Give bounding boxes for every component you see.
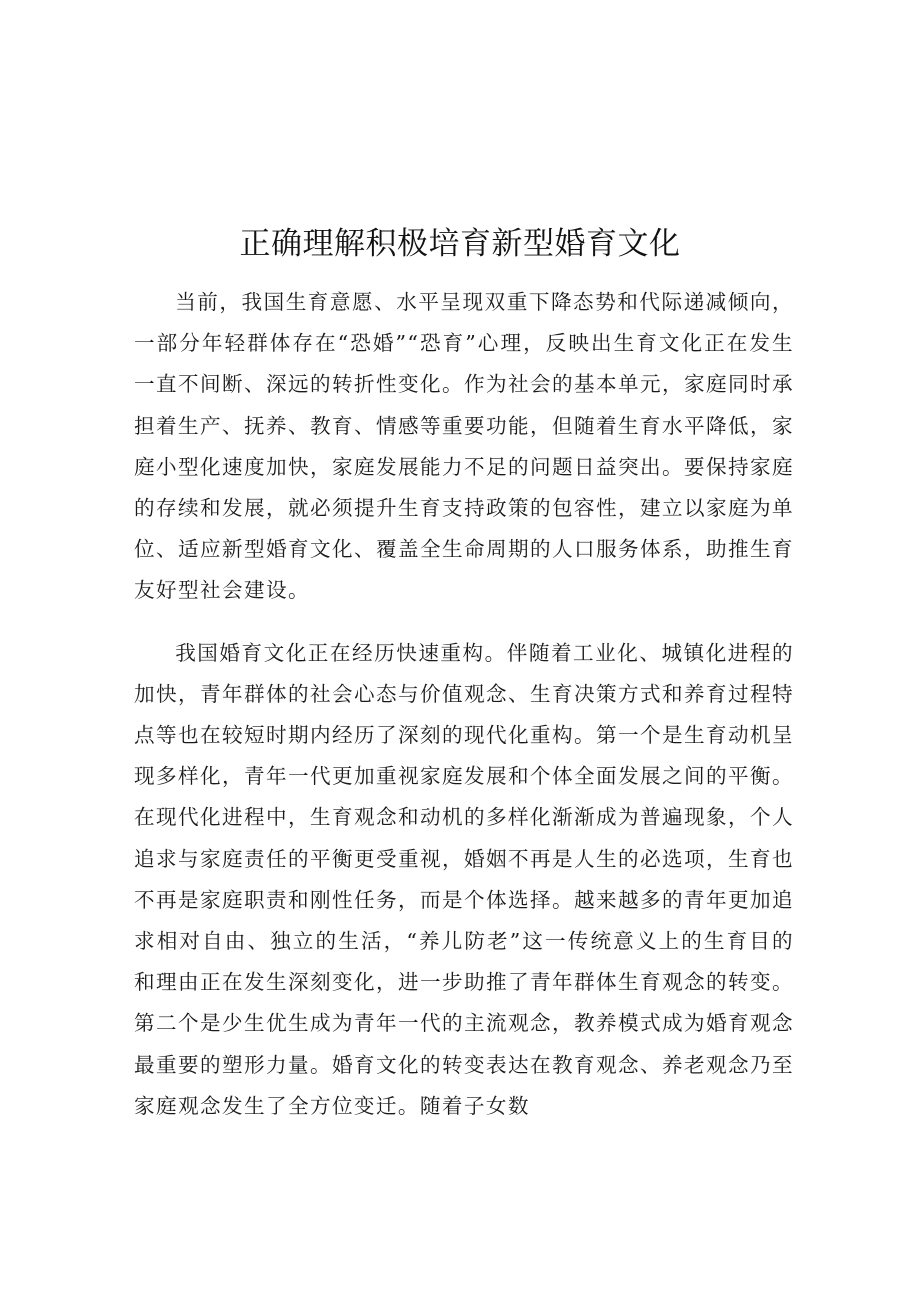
document-title: 正确理解积极培育新型婚育文化	[239, 226, 681, 262]
document-body	[134, 282, 794, 1127]
paragraph-1: 当前，我国生育意愿、水平呈现双重下降态势和代际递减倾向，一部分年轻群体存在“恐婚”“恐育”心理，反映出生育文化正在发生一直不间断、深远的转折性变化。作为社会的基本单元，家庭同时承担着生产、抚养、教育、情感等重要功能，但随着生育水平降低，家庭小型化速度加快，家庭发展能力不足的问题日益突出。要保持家庭的存续和发展，就必须提升生育支持政策的包容性，建立以家庭为单位、适应新型婚育文化、覆盖全生命周期的人口服务体系，助推生育友好型社会建设。	[134, 290, 794, 603]
paragraph-2: 我国婚育文化正在经历快速重构。伴随着工业化、城镇化进程的加快，青年群体的社会心态与价值观念、生育决策方式和养育过程特点等也在较短时期内经历了深刻的现代化重构。第一个是生育动机呈现多样化，青年一代更加重视家庭发展和个体全面发展之间的平衡。在现代化进程中，生育观念和动机的多样化渐渐成为普遍现象，个人追求与家庭责任的平衡更受重视，婚姻不再是人生的必选项，生育也不再是家庭职责和刚性任务，而是个体选择。越来越多的青年更加追求相对自由、独立的生活，“养儿防老”这一传统意义上的生育目的和理由正在发生深刻变化，进一步助推了青年群体生育观念的转变。第二个是少生优生成为青年一代的主流观念，教养模式成为婚育观念最重要的塑形力量。婚育文化的转变表达在教育观念、养老观念乃至家庭观念发生了全方位变迁。随着子女数	[134, 640, 794, 1118]
